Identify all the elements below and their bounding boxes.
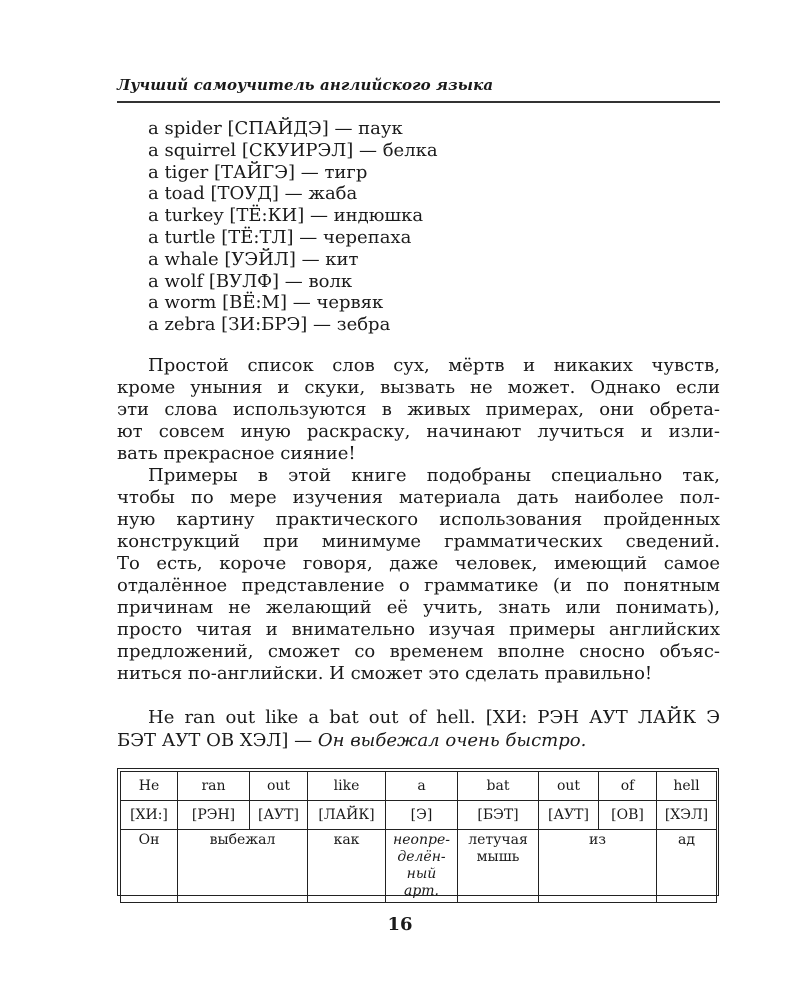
paragraph-examples [117,465,720,685]
table-cell: like [308,772,386,801]
table-cell: [Э] [386,801,458,830]
table-cell: out [539,772,599,801]
paragraph-line: Простой список слов сух, мёртв и никаких чувств, [148,355,720,376]
table-row-transcriptions [121,801,717,830]
paragraph-line: предложений, сможет со временем вполне сносно объяс- [117,641,720,662]
vocab-item: a spider [СПАЙДЭ] — паук [148,118,403,139]
table-row-translations [121,830,717,903]
paragraph-line: конструкций при минимуме грамматических сведений. [117,531,720,552]
vocab-item: a whale [УЭЙЛ] — кит [148,248,359,270]
table-cell: out [250,772,308,801]
table-cell: [АУТ] [250,801,308,830]
gloss-table-frame [117,768,719,899]
table-cell: ад [657,830,717,903]
table-cell: [ХИ:] [121,801,178,830]
vocab-item: a turkey [ТЁ:КИ] — индюшка [148,205,424,227]
table-cell: [БЭТ] [458,801,539,830]
paragraph-line: кроме уныния и скуки, вызвать не может. Однако если [117,377,720,398]
table-cell: Он [121,830,178,903]
example-translation: Он выбежал очень быстро. [317,730,587,751]
example-transcription-end: БЭТ АУТ ОВ ХЭЛ] — [117,730,318,751]
vocab-item: a turtle [ТЁ:ТЛ] — черепаха [148,226,412,248]
paragraph-line: отдалённое представление о грамматике (и по понятным [117,575,720,596]
paragraph-line: просто читая и внимательно изучая примеры английских [117,619,720,640]
paragraph-line: ют совсем иную раскраску, начинают лучиться и изли- [117,421,720,442]
vocab-item: a wolf [ВУЛФ] — волк [148,270,353,292]
vocab-item: a toad [ТОУД] — жаба [148,183,358,205]
vocab-item: a worm [ВЁ:М] — червяк [148,292,384,314]
table-cell: выбежал [178,830,308,903]
vocabulary-list [148,118,438,336]
table-cell: ran [178,772,250,801]
paragraph-line: вать прекрасное сияние! [117,443,356,464]
table-cell: [ОВ] [599,801,657,830]
table-cell: летучая мышь [458,830,539,903]
paragraph-line: ниться по-английски. И сможет это сделать правильно! [117,663,653,684]
table-cell: [РЭН] [178,801,250,830]
table-cell: bat [458,772,539,801]
table-cell: [АУТ] [539,801,599,830]
running-header: Лучший самоучитель английского языка [117,76,494,94]
vocab-item: a squirrel [СКУИРЭЛ] — белка [148,139,438,161]
example-sentence [117,706,720,752]
table-cell: a [386,772,458,801]
table-cell: He [121,772,178,801]
paragraph-line: эти слова используются в живых примерах, они обрета- [117,399,720,420]
table-row-words [121,772,717,801]
paragraph-line: причинам не желающий её учить, знать или понимать), [117,597,720,618]
table-cell: of [599,772,657,801]
example-line-2 [117,729,720,752]
page-number: 16 [387,914,413,935]
table-cell: неопре- делён- ный арт. [386,830,458,903]
table-cell: hell [657,772,717,801]
paragraph-line: чтобы по мере изучения материала дать наиболее пол- [117,487,720,508]
paragraph-line: ную картину практического использования пройденных [117,509,720,530]
gloss-table [120,771,717,903]
header-divider [117,101,720,103]
paragraph-line: То есть, короче говоря, даже человек, имеющий самое [117,553,720,574]
table-cell: из [539,830,657,903]
paragraph-word-list [117,355,720,465]
paragraph-line: Примеры в этой книге подобраны специально так, [148,465,720,486]
table-cell: [ЛАЙК] [308,801,386,830]
vocab-item: a zebra [ЗИ:БРЭ] — зебра [148,314,391,336]
example-line-1: He ran out like a bat out of hell. [ХИ: РЭН АУТ ЛАЙК Э [148,707,720,728]
vocab-item: a tiger [ТАЙГЭ] — тигр [148,161,368,183]
table-cell: [ХЭЛ] [657,801,717,830]
table-cell: как [308,830,386,903]
